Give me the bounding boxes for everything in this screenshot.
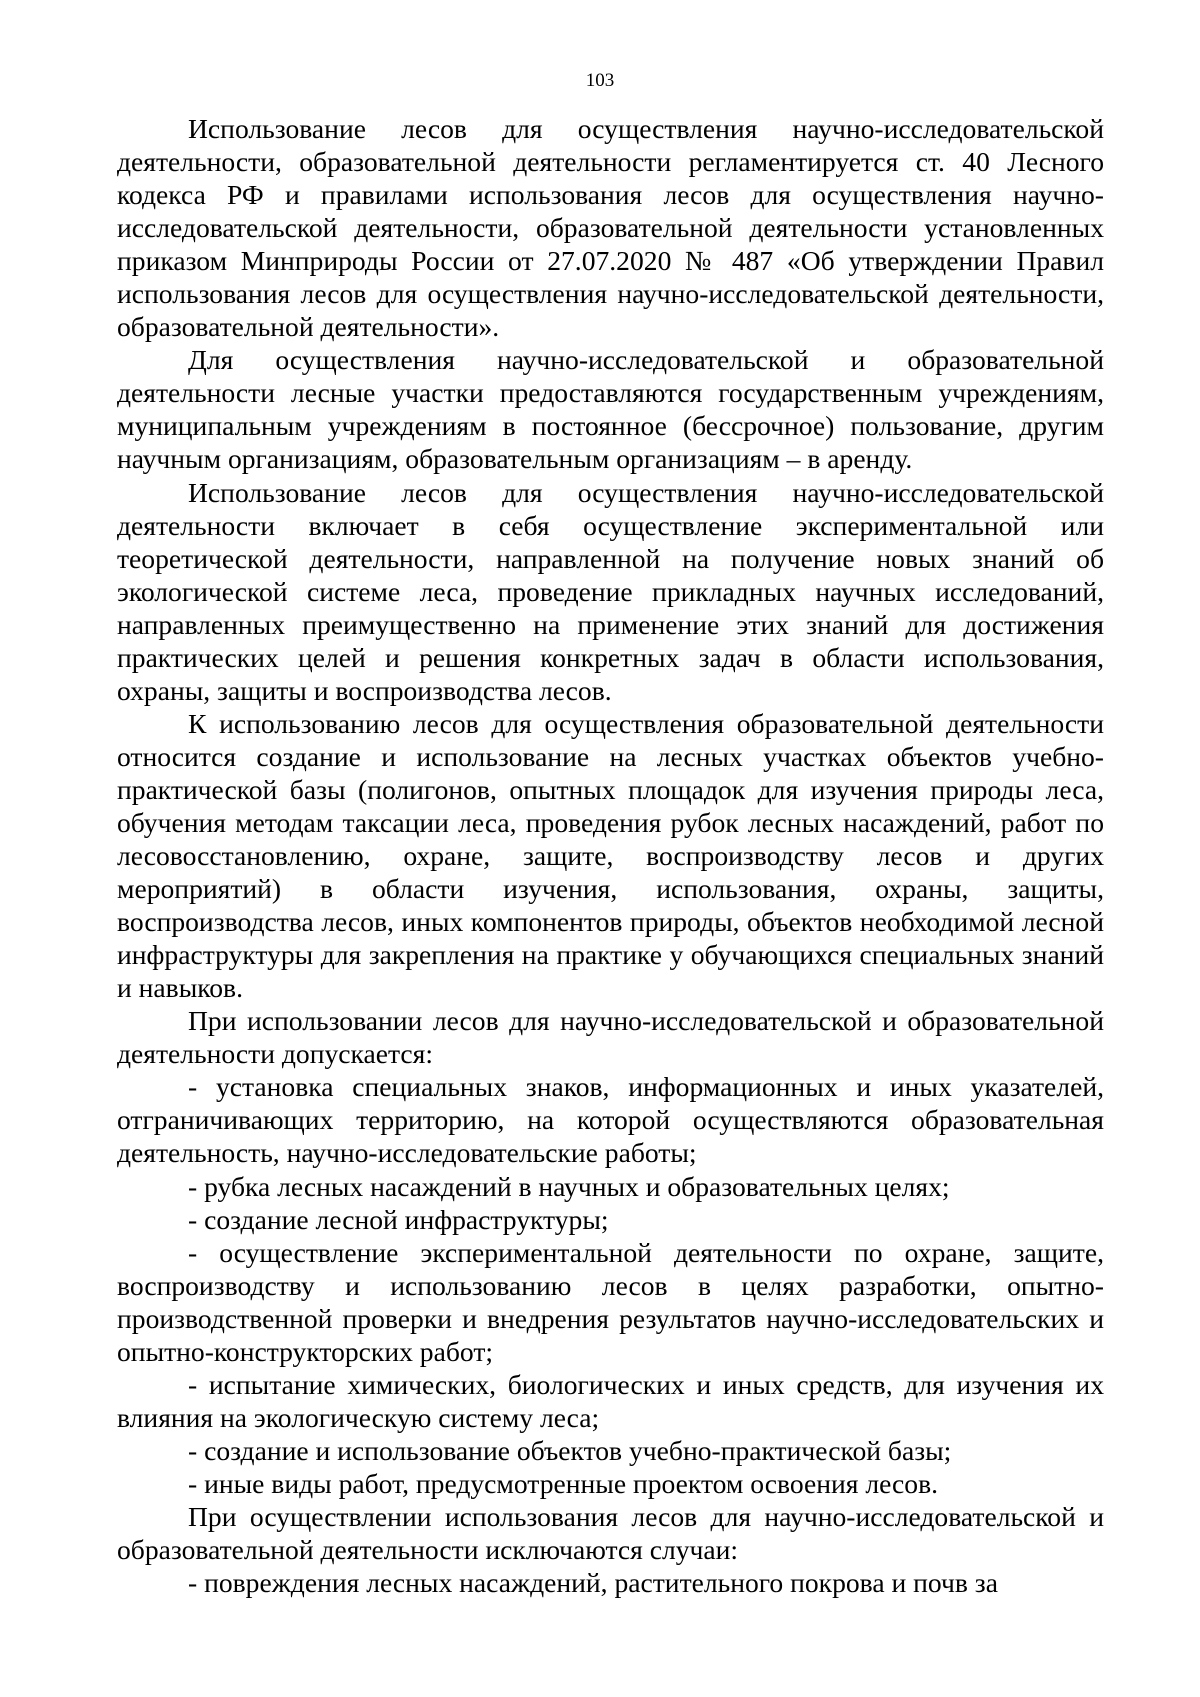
paragraph: При осуществлении использования лесов для научно-исследовательской и образовательной деятельности исключаются случаи: — [117, 1500, 1104, 1566]
list-item: - установка специальных знаков, информационных и иных указателей, отграничивающих территорию, на которой осуществляются образовательная деятельность, научно-исследовательские работы; — [117, 1071, 1104, 1169]
list-item: - рубка лесных насаждений в научных и образовательных целях; — [188, 1170, 950, 1202]
paragraph: При использовании лесов для научно-исследовательской и образовательной деятельности допускается: — [117, 1005, 1104, 1070]
list-item: - осуществление экспериментальной деятельности по охране, защите, воспроизводству и использованию лесов в целях разработки, опытно-производственной проверки и внедрения результатов научно-исследовательских и опытно-конструкторских работ; — [117, 1236, 1104, 1367]
list-item: - создание лесной инфраструктуры; — [188, 1203, 609, 1235]
page-number: 103 — [585, 70, 615, 91]
paragraph: Использование лесов для осуществления научно-исследовательской деятельности, образовательной деятельности регламентируется ст. 40 Лесного кодекса РФ и правилами использования лесов для осуществления научно-исследовательской деятельности, образовательной деятельности установленных приказом Минприроды России от 27.07.2020 № 487 «Об утверждении Правил использования лесов для осуществления научно-исследовательской деятельности, образовательной деятельности». — [117, 113, 1104, 343]
paragraph: К использованию лесов для осуществления образовательной деятельности относится создание и использование на лесных участках объектов учебно-практической базы (полигонов, опытных площадок для изучения природы леса, обучения методам таксации леса, проведения рубок лесных насаждений, работ по лесовосстановлению, охране, защите, воспроизводству лесов и других мероприятий) в области изучения, использования, охраны, защиты, воспроизводства лесов, иных компонентов природы, объектов необходимой лесной инфраструктуры для закрепления на практике у обучающихся специальных знаний и навыков. — [117, 707, 1104, 1004]
paragraph: Для осуществления научно-исследовательской и образовательной деятельности лесные участки предоставляются государственным учреждениям, муниципальным учреждениям в постоянное (бессрочное) пользование, другим научным организациям, образовательным организациям – в аренду. — [117, 344, 1104, 475]
list-item: - создание и использование объектов учебно-практической базы; — [188, 1434, 952, 1466]
list-item: - иные виды работ, предусмотренные проектом освоения лесов. — [188, 1467, 939, 1499]
paragraph: Использование лесов для осуществления научно-исследовательской деятельности включает в себя осуществление экспериментальной или теоретической деятельности, направленной на получение новых знаний об экологической системе леса, проведение прикладных научных исследований, направленных преимущественно на применение этих знаний для достижения практических целей и решения конкретных задач в области использования, охраны, защиты и воспроизводства лесов. — [117, 476, 1104, 706]
list-item: - испытание химических, биологических и иных средств, для изучения их влияния на экологическую систему леса; — [117, 1368, 1104, 1433]
document-body — [117, 112, 1104, 1599]
list-item: - повреждения лесных насаждений, растительного покрова и почв за — [188, 1567, 998, 1599]
